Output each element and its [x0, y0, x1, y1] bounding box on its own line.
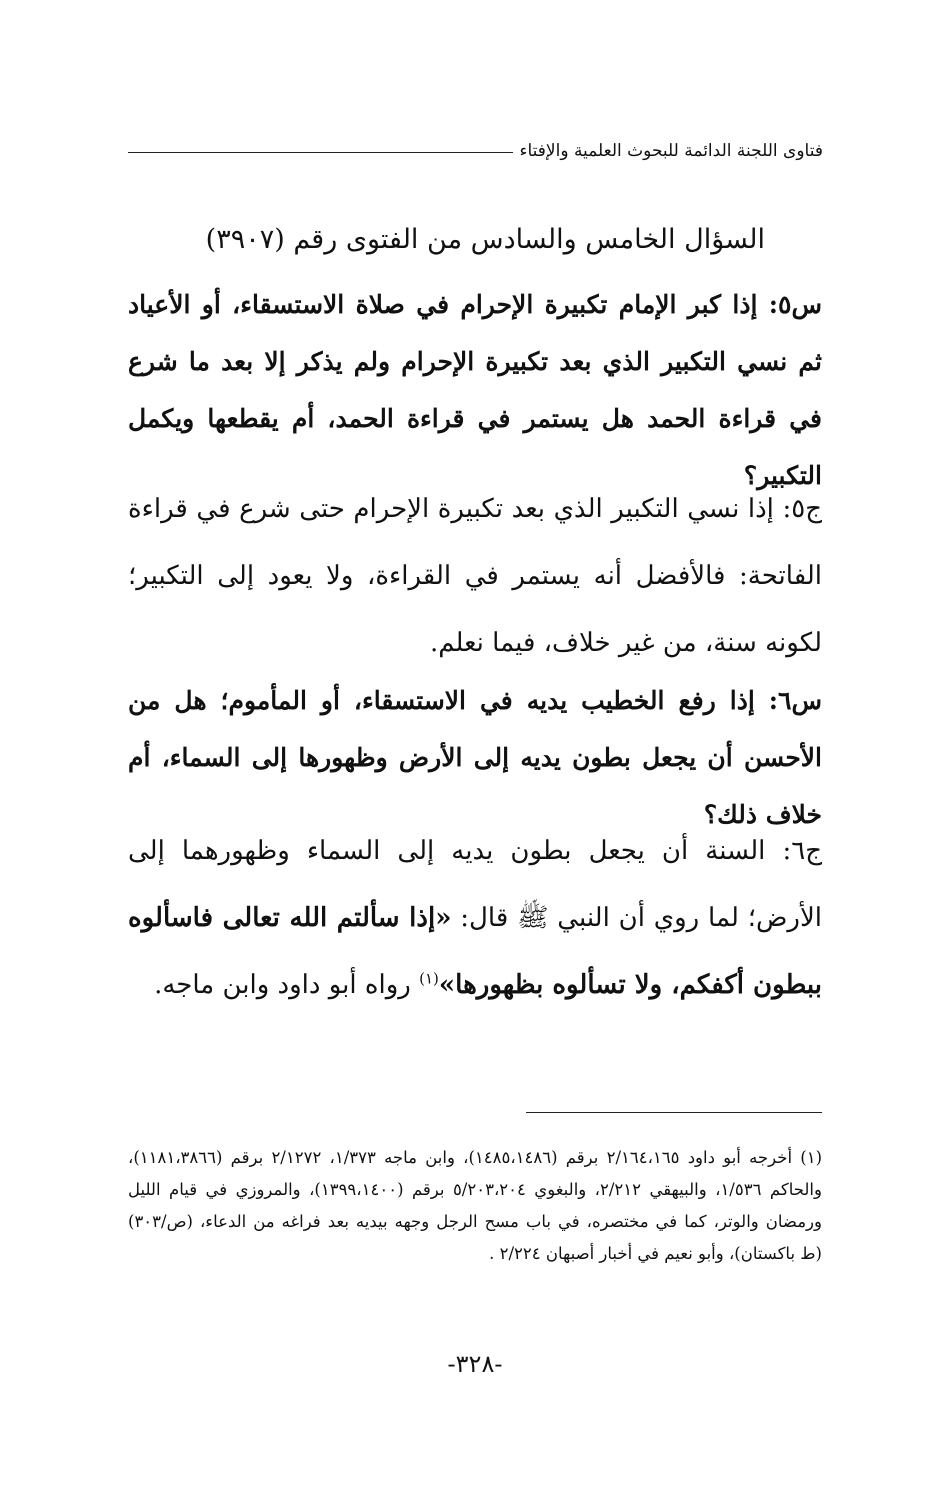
question-5-text: : إذا كبر الإمام تكبيرة الإحرام في صلاة الاستسقاء، أو الأعياد ثم نسي التكبير الذي بعد تكبيرة الإحرام ولم يذكر إلا بعد ما شرع في قراءة الحمد هل يستمر في قراءة الحمد، أم يقطعها ويكمل التكبير؟: [128, 290, 822, 490]
answer-6: [128, 818, 822, 1019]
hadith-quote: «إذا سألتم الله تعالى فاسألوه ببطون أكفكم، ولا تسألوه بظهورها»: [128, 903, 822, 1000]
footnote-divider: [526, 1112, 822, 1113]
footnote-1: (١) أخرجه أبو داود ٢/١٦٤،١٦٥ برقم (١٤٨٥،١٤٨٦)، وابن ماجه ١/٣٧٣، ٢/١٢٧٢ برقم (١١٨١،٣٨٦٦)، والحاكم ١/٥٣٦، والبيهقي ٢/٢١٢، والبغوي ٥/٢٠٣،٢٠٤ برقم (١٣٩٩،١٤٠٠)، والمروزي في قيام الليل ورمضان والوتر، كما في مختصره، في باب مسح الرجل وجهه بيديه بعد فراغه من الدعاء، (ص/٣٠٣) (ط باكستان)، وأبو نعيم في أخبار أصبهان ٢/٢٢٤ .: [128, 1148, 822, 1263]
answer-6-label: ج٦: [791, 836, 822, 866]
running-header: [128, 118, 823, 161]
answer-6-text-before: : السنة أن يجعل بطون يديه إلى السماء وظهورهما إلى الأرض؛ لما روي أن النبي ﷺ قال:: [128, 836, 823, 933]
answer-5-text: : إذا نسي التكبير الذي بعد تكبيرة الإحرام حتى شرع في قراءة الفاتحة: فالأفضل أنه يستمر في القراءة، ولا يعود إلى التكبير؛ لكونه سنة، من غير خلاف، فيما نعلم.: [128, 494, 822, 658]
footnote-ref: (١): [419, 969, 439, 988]
question-6-text: : إذا رفع الخطيب يديه في الاستسقاء، أو المأموم؛ هل من الأحسن أن يجعل بطون يديه إلى الأرض وظهورها إلى السماء، أم خلاف ذلك؟: [128, 686, 822, 829]
running-header-title: فتاوى اللجنة الدائمة للبحوث العلمية والإفتاء: [513, 140, 823, 166]
answer-6-text-after: رواه أبو داود وابن ماجه.: [154, 970, 420, 1000]
answer-5-label: ج٥: [791, 494, 822, 524]
fatwa-heading: السؤال الخامس والسادس من الفتوى رقم (٣٩٠٧): [205, 224, 765, 255]
page-number: -٣٢٨-: [447, 1350, 503, 1378]
question-5: [128, 276, 822, 504]
question-6-label: س٦: [778, 686, 822, 715]
answer-5: [128, 476, 822, 677]
question-5-label: س٥: [778, 290, 822, 319]
